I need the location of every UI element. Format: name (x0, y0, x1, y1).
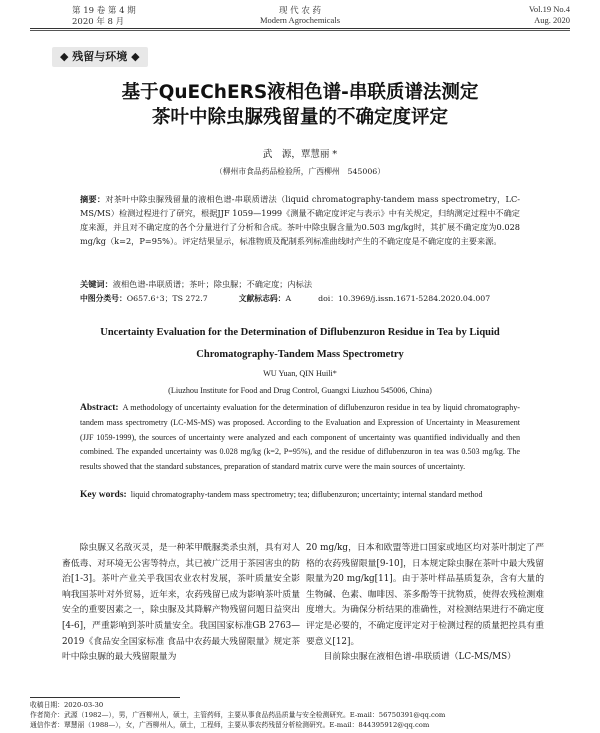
doc-code-label: 文献标志码： (238, 294, 286, 303)
abstract-en (80, 401, 520, 475)
abstract-en-text: A methodology of uncertainty evaluation for the determination of diflubenzuron residue in tea by liquid chromatography-tandem mass spectrometry (LC-MS-MS) was proposed. According to the Evaluation and Expression of Uncertainty in Measurement (JJF 1059-1999), the sources of uncertainty were analyzed and each component of uncertainty was quantified individually and then combined. The expanded uncertainty was 0.028 mg/kg (k=2, P=95%), and the residue of diflubenzuron in tea was 0.503 mg/kg. The results showed that the standard substances, preparation of standard matrix curve were the main sources of uncertainty. (80, 403, 520, 472)
doc-code-value: A (285, 294, 292, 303)
body-left-text: 除虫脲又名敌灭灵，是一种苯甲酰脲类杀虫剂，具有对人畜低毒、对环境无公害等特点，其已被广泛用于茶园害虫的防治[1-3]。茶叶产业关乎我国农业农村发展，茶叶质量安全影响我国茶叶对外贸易，近年来，农药残留已成为影响茶叶质量安全的重要因素之一，除虫脲及其降解产物残留问题日益突出[4-6]，严重影响到茶叶质量安全。我国国家标准GB 2763—2019《食品安全国家标准 食品中农药最大残留限量》规定茶叶中除虫脲的最大残留限量为 (62, 543, 300, 663)
header-journal-en: Modern Agrochemicals (259, 15, 341, 25)
footnote-rule (30, 697, 180, 698)
title-cn-line2: 茶叶中除虫脲残留量的不确定度评定 (151, 107, 448, 128)
header-volume: 第 19 卷 第 4 期 (72, 6, 136, 16)
header-journal-cn: 现 代 农 药 (278, 6, 322, 16)
affiliation-en: (Liuzhou Institute for Food and Drug Control, Guangxi Liuzhou 545006, China) (168, 386, 432, 395)
abstract-cn-label: 摘要： (80, 194, 106, 204)
keywords-cn (80, 277, 520, 291)
keywords-en-label: Key words: (80, 490, 127, 500)
keywords-en (80, 488, 520, 503)
doi: doi：10.3969/j.issn.1671-5284.2020.04.007 (318, 294, 491, 303)
header-date-en: Aug. 2020 (534, 15, 570, 25)
body-right-indent: 目前除虫脲在液相色谱-串联质谱（LC-MS/MS） (323, 652, 516, 663)
body-left-column (62, 541, 300, 666)
footnote-author: 作者简介：武源（1982—），男，广西柳州人，硕士，主管药师，主要从事食品药品质量与安全检测研究。E-mail：56750391@qq.com (30, 711, 446, 719)
footnote-received: 收稿日期：2020-03-30 (30, 701, 104, 709)
header-date: 2020 年 8 月 (72, 17, 125, 27)
section-tag: ◆ 残留与环境 ◆ (52, 47, 148, 67)
classification (80, 292, 520, 306)
keywords-cn-text: 液相色谱-串联质谱；茶叶；除虫脲；不确定度；内标法 (112, 279, 313, 289)
keywords-cn-label: 关键词： (80, 279, 113, 289)
body-right-text: 20 mg/kg，日本和欧盟等进口国家或地区均对茶叶制定了严格的农药残留限量[9-10]，日本规定除虫脲在茶叶中最大残留限量为20 mg/kg[11]。由于茶叶样品基质复杂，含有大量的生物碱、色素、咖啡因、茶多酚等干扰物质，使得农残检测难度增大。为确保分析结果的准确性，对检测结果进行不确定度评定是必要的，不确定度评定对于检测过程的质量把控具有重要意义[12]。 (306, 543, 544, 647)
title-cn-line1: 基于QuEChERS液相色谱-串联质谱法测定 (121, 82, 479, 103)
header-rule (30, 28, 570, 29)
abstract-cn (80, 192, 520, 248)
authors-en: WU Yuan, QIN Huili* (263, 369, 337, 378)
title-en-line2: Chromatography-Tandem Mass Spectrometry (196, 349, 404, 360)
header-volume-en: Vol.19 No.4 (528, 4, 570, 14)
clc-value: O657.6⁺3；TS 272.7 (126, 294, 208, 303)
abstract-cn-text: 对茶叶中除虫脲残留量的液相色谱-串联质谱法（liquid chromatography-tandem mass spectrometry，LC-MS/MS）检测过程进行了研究，根据JJF 1059—1999《测量不确定度评定与表示》中有关规定，归纳测定过程中不确定度来源，并且对不确定度的各个分量进行了分析和合成。茶叶中除虫脲含量为0.503 mg/kg时，其扩展不确定度为0.028 mg/kg（k=2，P=95%）。评定结果显示，标准物质及配制系列标准曲线时产生的不确定度是不确定度的主要来源。 (80, 194, 520, 246)
keywords-en-text: liquid chromatography-tandem mass spectrometry; tea; diflubenzuron; uncertainty; internal standard method (130, 490, 483, 499)
body-right-column (306, 541, 544, 666)
clc-label: 中图分类号： (80, 294, 127, 303)
title-en-line1: Uncertainty Evaluation for the Determination of Diflubenzuron Residue in Tea by Liquid (100, 327, 500, 338)
abstract-en-label: Abstract: (80, 403, 119, 413)
footnote-correspondence: 通信作者：覃慧丽（1988—），女，广西柳州人，硕士，工程师，主要从事农药残留分析检测研究。E-mail：844395912@qq.com (30, 721, 430, 729)
affiliation-cn: （柳州市食品药品检验所，广西柳州 545006） (214, 167, 386, 176)
header-rule-thin (30, 30, 570, 31)
authors-cn: 武 源，覃慧丽 * (262, 149, 338, 160)
